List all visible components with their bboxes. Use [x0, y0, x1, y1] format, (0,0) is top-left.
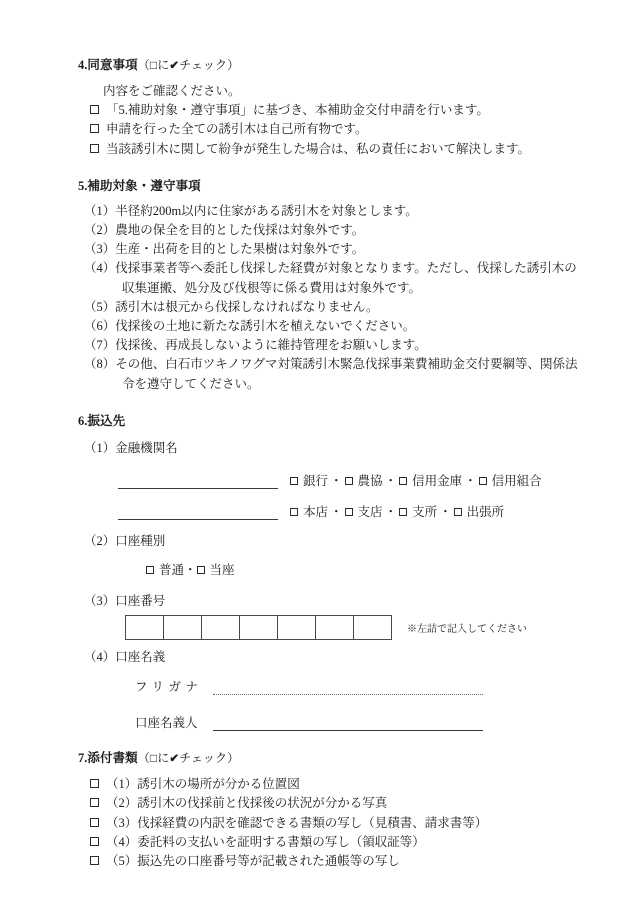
branch-type-option-2-label: 支店 [357, 505, 383, 520]
section-4-paren-open: （ [137, 58, 150, 72]
account-number-number: （3） [84, 594, 116, 609]
bank-branch-row [78, 497, 578, 520]
eligibility-item [78, 336, 578, 355]
checkbox-icon[interactable] [90, 105, 99, 114]
section-7-paren-open: （ [137, 750, 150, 765]
checkbox-icon[interactable] [90, 837, 99, 846]
eligibility-item-number: （4） [84, 261, 116, 276]
eligibility-item-text: 伐採後の土地に新たな誘引木を植えないでください。 [115, 319, 416, 334]
option-separator: ・ [439, 505, 452, 520]
branch-type-option-4-label: 出張所 [466, 505, 505, 520]
checkbox-icon[interactable] [90, 856, 99, 865]
branch-type-option-4[interactable] [454, 505, 505, 519]
option-separator: ・ [184, 563, 197, 578]
attachment-item-4[interactable] [78, 833, 578, 852]
account-holder-name-input[interactable] [213, 717, 483, 731]
eligibility-item-text: 農地の保全を目的とした伐採は対象外です。 [115, 223, 365, 238]
account-number-entry [78, 615, 578, 640]
account-type-option-1-label: 普通 [159, 563, 185, 578]
eligibility-item-number: （5） [84, 299, 116, 314]
eligibility-item-text: その他、白石市ツキノワグマ対策誘引木緊急伐採事業費補助金交付要綱等、関係法令を遵守してください。 [115, 357, 578, 391]
section-4 [78, 56, 578, 159]
consent-item-1[interactable] [78, 101, 578, 120]
attachment-item-1-label: 誘引木の場所が分かる位置図 [137, 776, 300, 791]
account-number-note: ※左詰で記入してください [407, 623, 527, 635]
attachment-item-3[interactable] [78, 814, 578, 833]
bank-type-option-2[interactable] [345, 474, 383, 488]
bank-type-option-4[interactable] [479, 474, 542, 488]
section-4-paren-close: ） [227, 58, 240, 72]
eligibility-item-text: 伐採後、再成長しないように維持管理をお願いします。 [115, 338, 427, 353]
account-holder-label-row [78, 648, 578, 667]
attachment-item-5-number: （5） [106, 854, 138, 869]
section-7 [78, 749, 578, 872]
account-number-cell[interactable] [316, 616, 354, 639]
checkbox-icon[interactable] [479, 477, 487, 485]
section-5-title: 補助対象・遵守事項 [87, 178, 201, 193]
furigana-label: フリガナ [135, 679, 203, 694]
attachment-item-3-number: （3） [106, 815, 138, 830]
checkbox-icon[interactable] [345, 477, 353, 485]
section-5-heading [78, 177, 578, 196]
section-5-number: 5. [78, 178, 88, 193]
eligibility-item [78, 355, 578, 393]
section-7-check-word: チェック [179, 750, 228, 765]
account-number-label: 口座番号 [115, 594, 166, 609]
section-7-checkbox-hint: □に [149, 750, 170, 765]
checkbox-icon[interactable] [90, 144, 99, 153]
account-number-cell[interactable] [278, 616, 316, 639]
consent-item-3[interactable] [78, 140, 578, 159]
account-number-cell[interactable] [126, 616, 164, 639]
eligibility-item-text: 誘引木は根元から伐採しなければなりません。 [115, 299, 379, 314]
section-4-heading [78, 56, 578, 76]
branch-type-options [290, 505, 504, 520]
account-type-option-2-label: 当座 [209, 563, 235, 578]
eligibility-item-text: 伐採事業者等へ委託し伐採した経費が対象となります。ただし、伐採した誘引木の収集運搬、処分及び伐根等に係る費用は対象外です。 [115, 261, 577, 295]
eligibility-item [78, 221, 578, 240]
section-4-check-word: チェック [179, 58, 228, 72]
account-type-label: 口座種別 [115, 534, 166, 549]
account-number-cell[interactable] [240, 616, 278, 639]
section-4-intro: 内容をご確認ください。 [103, 84, 241, 98]
attachment-item-4-number: （4） [106, 835, 138, 850]
eligibility-item-number: （2） [84, 223, 116, 238]
checkbox-icon[interactable] [290, 477, 298, 485]
checkbox-icon[interactable] [454, 508, 462, 516]
bank-type-option-1[interactable] [290, 474, 328, 488]
eligibility-item [78, 202, 578, 221]
checkbox-icon[interactable] [146, 566, 154, 574]
attachment-item-5[interactable] [78, 852, 578, 871]
account-number-label-row [78, 592, 578, 611]
section-4-title: 同意事項 [87, 58, 138, 72]
eligibility-item-text: 半径約200m以内に住家がある誘引木を対象とします。 [115, 203, 418, 218]
bank-name-input[interactable] [118, 473, 278, 489]
form-content [78, 56, 578, 872]
checkbox-icon[interactable] [90, 818, 99, 827]
section-7-title: 添付書類 [87, 750, 138, 765]
section-6-heading [78, 412, 578, 431]
attachment-item-3-label: 伐採経費の内訳を確認できる書類の写し（見積書、請求書等） [137, 815, 488, 830]
furigana-row [78, 673, 578, 695]
account-type-options [78, 561, 578, 580]
eligibility-item-number: （7） [84, 338, 116, 353]
consent-item-1-label: 「5.補助対象・遵守事項」に基づき、本補助金交付申請を行います。 [106, 103, 489, 118]
option-separator: ・ [330, 505, 343, 520]
account-type-option-2[interactable] [197, 563, 235, 577]
section-6 [78, 412, 578, 731]
attachment-item-2-number: （2） [106, 796, 138, 811]
option-separator: ・ [384, 474, 398, 489]
bank-name-label: 金融機関名 [115, 440, 178, 455]
check-mark-icon: ✔ [169, 60, 180, 72]
checkbox-icon[interactable] [399, 508, 407, 516]
option-separator: ・ [384, 505, 398, 520]
section-7-paren-close: ） [227, 750, 240, 765]
bank-name-label-row [78, 439, 578, 458]
checkbox-icon[interactable] [197, 566, 205, 574]
account-number-cell[interactable] [164, 616, 202, 639]
eligibility-item-number: （8） [84, 357, 116, 372]
bank-type-option-2-label: 農協 [357, 474, 383, 489]
bank-name-number: （1） [84, 440, 116, 455]
branch-type-option-1-label: 本店 [303, 505, 329, 520]
checkbox-icon[interactable] [290, 508, 298, 516]
attachment-item-1[interactable] [78, 775, 578, 794]
account-type-number: （2） [84, 534, 116, 549]
bank-type-options [290, 474, 542, 489]
section-5 [78, 177, 578, 394]
section-7-heading [78, 749, 578, 769]
account-holder-label: 口座名義 [115, 649, 166, 664]
bank-institution-row [78, 466, 578, 489]
account-type-label-row [78, 532, 578, 551]
consent-item-2[interactable] [78, 120, 578, 139]
account-number-cell[interactable] [354, 616, 392, 639]
option-separator: ・ [464, 474, 477, 489]
consent-item-2-label: 申請を行った全ての誘引木は自己所有物です。 [106, 122, 368, 137]
bank-type-option-1-label: 銀行 [303, 474, 329, 489]
branch-type-option-3-label: 支所 [412, 505, 438, 520]
consent-item-3-label: 当該誘引木に関して紛争が発生した場合は、私の責任において解決します。 [106, 141, 531, 156]
branch-type-option-3[interactable] [399, 505, 437, 519]
eligibility-item-text: 生産・出荷を目的とした果樹は対象外です。 [115, 242, 365, 257]
attachment-item-2[interactable] [78, 794, 578, 813]
account-number-grid[interactable] [125, 615, 392, 640]
branch-type-option-1[interactable] [290, 505, 328, 519]
section-7-number: 7. [78, 750, 88, 765]
bank-type-option-4-label: 信用組合 [491, 474, 542, 489]
eligibility-item [78, 317, 578, 336]
eligibility-item [78, 259, 578, 297]
branch-type-option-2[interactable] [345, 505, 383, 519]
section-6-title: 振込先 [87, 413, 126, 428]
checkbox-icon[interactable] [345, 508, 353, 516]
attachment-item-5-label: 振込先の口座番号等が記載された通帳等の写し [137, 854, 400, 869]
furigana-input[interactable] [213, 681, 483, 695]
eligibility-item-number: （3） [84, 242, 116, 257]
attachment-item-4-label: 委託料の支払いを証明する書類の写し（領収証等） [137, 835, 425, 850]
bank-type-option-3[interactable] [399, 474, 462, 488]
checkbox-icon[interactable] [90, 124, 99, 133]
section-6-number: 6. [78, 413, 88, 428]
checkbox-icon[interactable] [399, 477, 407, 485]
section-4-checkbox-hint: □に [149, 58, 170, 72]
option-separator: ・ [330, 474, 343, 489]
eligibility-item-number: （6） [84, 319, 116, 334]
attachment-item-2-label: 誘引木の伐採前と伐採後の状況が分かる写真 [137, 796, 388, 811]
section-4-number: 4. [78, 58, 88, 72]
account-holder-number: （4） [84, 649, 116, 664]
checkbox-icon[interactable] [90, 798, 99, 807]
eligibility-item [78, 298, 578, 317]
account-number-cell[interactable] [202, 616, 240, 639]
eligibility-item [78, 240, 578, 259]
check-mark-icon: ✔ [169, 752, 180, 765]
attachment-item-1-number: （1） [106, 776, 138, 791]
eligibility-item-number: （1） [84, 203, 116, 218]
account-holder-name-label: 口座名義人 [135, 715, 198, 730]
account-holder-row [78, 709, 578, 731]
branch-name-input[interactable] [118, 504, 278, 520]
account-type-option-1[interactable] [146, 563, 184, 577]
bank-type-option-3-label: 信用金庫 [412, 474, 463, 489]
checkbox-icon[interactable] [90, 779, 99, 788]
